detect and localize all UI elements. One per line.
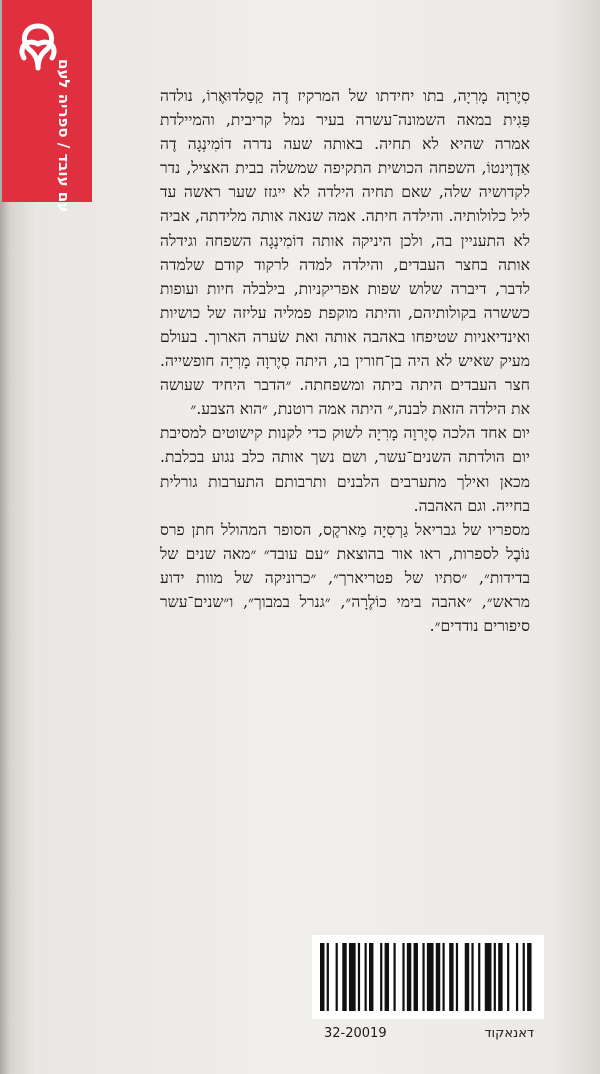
barcode-bar: [407, 943, 411, 1011]
barcode-bar: [449, 943, 453, 1011]
barcode-bar: [498, 943, 502, 1011]
barcode-bar: [456, 943, 458, 1011]
barcode-bar: [393, 943, 395, 1011]
barcode-bar: [365, 943, 367, 1011]
publisher-strip: [2, 0, 92, 213]
barcode-bar: [516, 943, 518, 1011]
interlocking-rings-logo-icon: [16, 20, 60, 72]
publisher-imprint-text: עם עובד / ספריה לעם: [55, 59, 73, 213]
barcode-caption: [324, 1026, 534, 1041]
back-cover-blurb: [160, 84, 530, 638]
barcode-bar: [358, 943, 360, 1011]
barcode-bar: [494, 943, 496, 1011]
barcode-bar: [342, 943, 346, 1011]
barcode-bar: [422, 943, 424, 1011]
barcode-bar: [527, 943, 531, 1011]
barcode-bar: [427, 943, 434, 1011]
publisher-imprint: [36, 59, 92, 213]
barcode-bar: [442, 943, 444, 1011]
barcode-bar: [471, 943, 473, 1011]
barcode-number: 32-20019: [324, 1026, 387, 1041]
barcode-bar: [369, 943, 373, 1011]
barcode-bar: [485, 943, 492, 1011]
barcode-bar: [402, 943, 404, 1011]
barcode-bar: [523, 943, 525, 1011]
blurb-paragraph-1: סִיֶרוָה מָרִיָה, בתו יחידתו של המרקיז דֶה קַסַלדוּאֶרוֹ, נולדה פַּגִית במאה השמונה־עשרה בעיר נמל קריבית, והמיילדת אמרה שהיא לא תחיה. באותה שעה נדרה דוֹמִינְגָה דֶה אַדְוֶינטוֹ, השפחה הכושית התקיפה שמשלה בבית האציל, נדר לקדושיה שלה, שאם תחיה הילדה לא ייגזז שער ראשה עד ליל כלולותיה. והילדה חיתה. אמה שנאה אותה מלידתה, אביה לא התעניין בה, ולכן היניקה אותה דוֹמִינְגָה השפחה וגידלה אותה בחצר העבדים, והילדה למדה לרקוד קודם שלמדה לדבר, דיברה שלוש שפות אפריקניות, בילבלה חיות ועופות כששרה בקולותיהם, והיתה מוקפת פמליה עליזה של כושיות ואינדיאניות שטיפחו באהבה אותה ואת שׂערה הארוך. בעולם מעיק שאיש לא היה בן־חורין בו, היתה סִיֶרוָה מָרִיָה חופשייה. חצר העבדים היתה ביתה ומשפחתה. ״הדבר היחיד שעושה את הילדה הזאת לבנה,״ היתה אמה רוטנת, ״הוא הצבע.״: [160, 87, 530, 419]
barcode-bar: [478, 943, 480, 1011]
barcode-bars: [320, 943, 536, 1011]
barcode-bar: [436, 943, 440, 1011]
barcode-bar: [327, 943, 329, 1011]
blurb-paragraph-2: יום אחד הלכה סִיֶרוָה מָרִיָה לשוק כדי לקנות קישוטים למסיבת יום הולדתה השנים־עשר, ושם נשך אותה כלב נגוע בכלבת. מכאן ואילך מתערבים הלבנים ותרבותם התערבות גורלית בחייה. וגם האהבה.: [160, 424, 530, 515]
barcode-bar: [320, 943, 324, 1011]
barcode-bar: [380, 943, 382, 1011]
barcode-bar: [507, 943, 509, 1011]
barcode: [312, 935, 544, 1019]
barcode-bar: [349, 943, 356, 1011]
barcode-label: דאנאקוד: [484, 1026, 534, 1041]
barcode-bar: [385, 943, 389, 1011]
barcode-bar: [414, 943, 418, 1011]
blurb-paragraph-3: מספריו של גבריאל גַרְסִיָה מַארקֶס, הסופר המהולל חתן פרס נוֹבֶל לספרות, ראו אור בהוצאת ״עם עובד״ ״מאה שנים של בדידות״, ״סתיו של פטריארך״, ״כרוניקה של מוות ידוע מראש״, ״אהבה בימי כוֹלֶרָה״, ״גנרל במבוך״, ו״שנים־עשר סיפורים נודדים״.: [160, 520, 530, 636]
barcode-bar: [336, 943, 338, 1011]
barcode-bar: [465, 943, 469, 1011]
